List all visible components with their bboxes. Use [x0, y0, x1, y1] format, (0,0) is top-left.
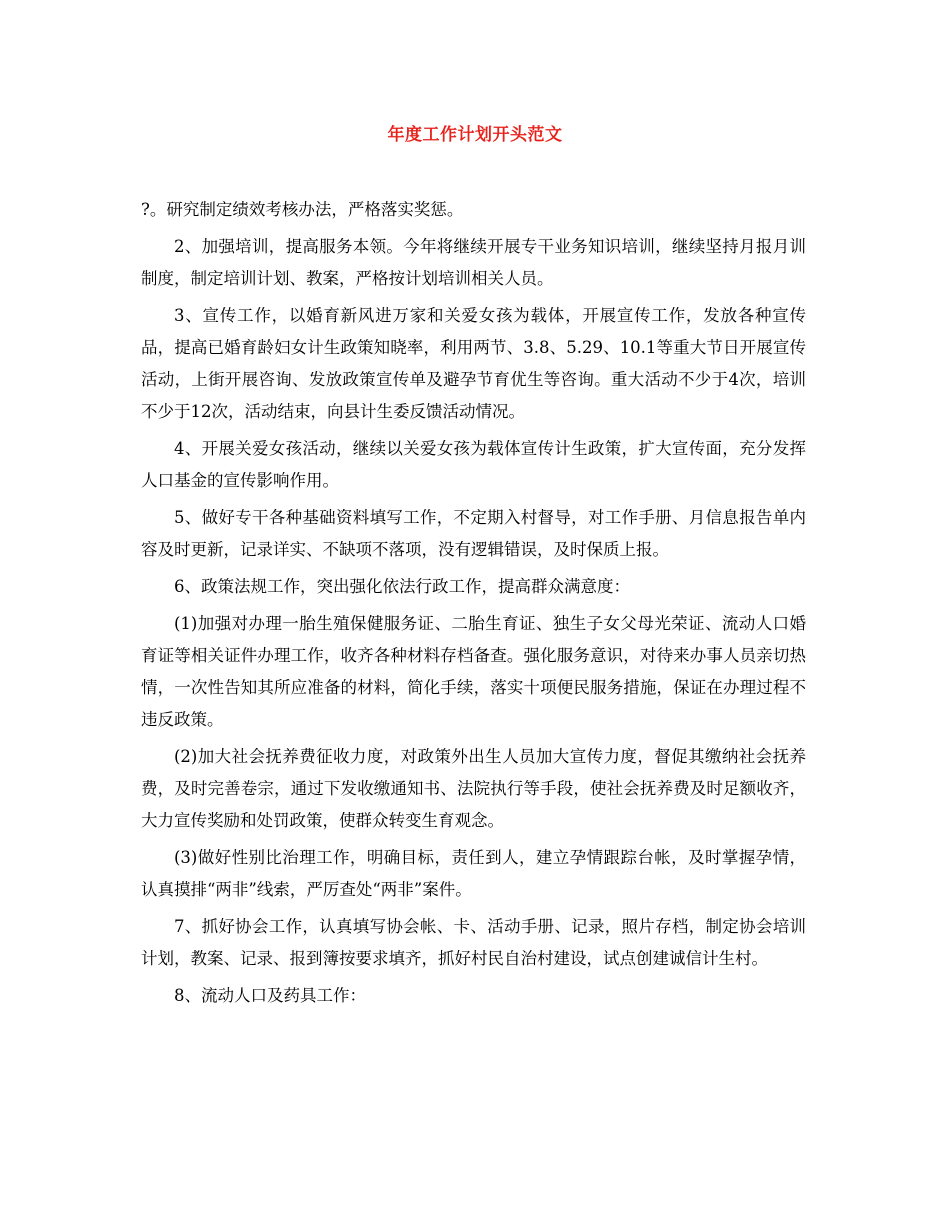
paragraph-3: 3、宣传工作，以婚育新风进万家和关爱女孩为载体，开展宣传工作，发放各种宣传品，提高已婚育龄妇女计生政策知晓率，利用两节、3.8、5.29、10.1等重大节日开展宣传活动，上街开展咨询、发放政策宣传单及避孕节育优生等咨询。重大活动不少于4次，培训不少于12次，活动结束，向县计生委反馈活动情况。	[141, 306, 806, 421]
paragraph-5: 5、做好专干各种基础资料填写工作，不定期入村督导，对工作手册、月信息报告单内容及时更新，记录详实、不缺项不落项，没有逻辑错误，及时保质上报。	[141, 508, 806, 559]
paragraph-6: 6、政策法规工作，突出强化依法行政工作，提高群众满意度：	[174, 577, 630, 596]
document-body	[141, 194, 806, 1017]
paragraph-9: (3)做好性别比治理工作，明确目标，责任到人，建立孕情跟踪台帐，及时掌握孕情，认真摸排“两非”线索，严厉查处“两非”案件。	[141, 848, 806, 899]
paragraph-10: 7、抓好协会工作，认真填写协会帐、卡、活动手册、记录，照片存档，制定协会培训计划，教案、记录、报到簿按要求填齐，抓好村民自治村建设，试点创建诚信计生村。	[141, 917, 806, 968]
paragraph-8: (2)加大社会抚养费征收力度，对政策外出生人员加大宣传力度，督促其缴纳社会抚养费，及时完善卷宗，通过下发收缴通知书、法院执行等手段，使社会抚养费及时足额收齐，大力宣传奖励和处罚政策，使群众转变生育观念。	[141, 747, 806, 830]
paragraph-4: 4、开展关爱女孩活动，继续以关爱女孩为载体宣传计生政策，扩大宣传面，充分发挥人口基金的宣传影响作用。	[141, 439, 806, 490]
paragraph-2: 2、加强培训，提高服务本领。今年将继续开展专干业务知识培训，继续坚持月报月训制度，制定培训计划、教案，严格按计划培训相关人员。	[141, 237, 806, 288]
paragraph-1: ?。研究制定绩效考核办法，严格落实奖惩。	[141, 200, 464, 219]
paragraph-11: 8、流动人口及药具工作：	[174, 986, 366, 1005]
document-title: 年度工作计划开头范文	[387, 125, 563, 145]
paragraph-7: (1)加强对办理一胎生殖保健服务证、二胎生育证、独生子女父母光荣证、流动人口婚育证等相关证件办理工作，收齐各种材料存档备查。强化服务意识，对待来办事人员亲切热情，一次性告知其所应准备的材料，简化手续，落实十项便民服务措施，保证在办理过程不违反政策。	[141, 614, 806, 729]
